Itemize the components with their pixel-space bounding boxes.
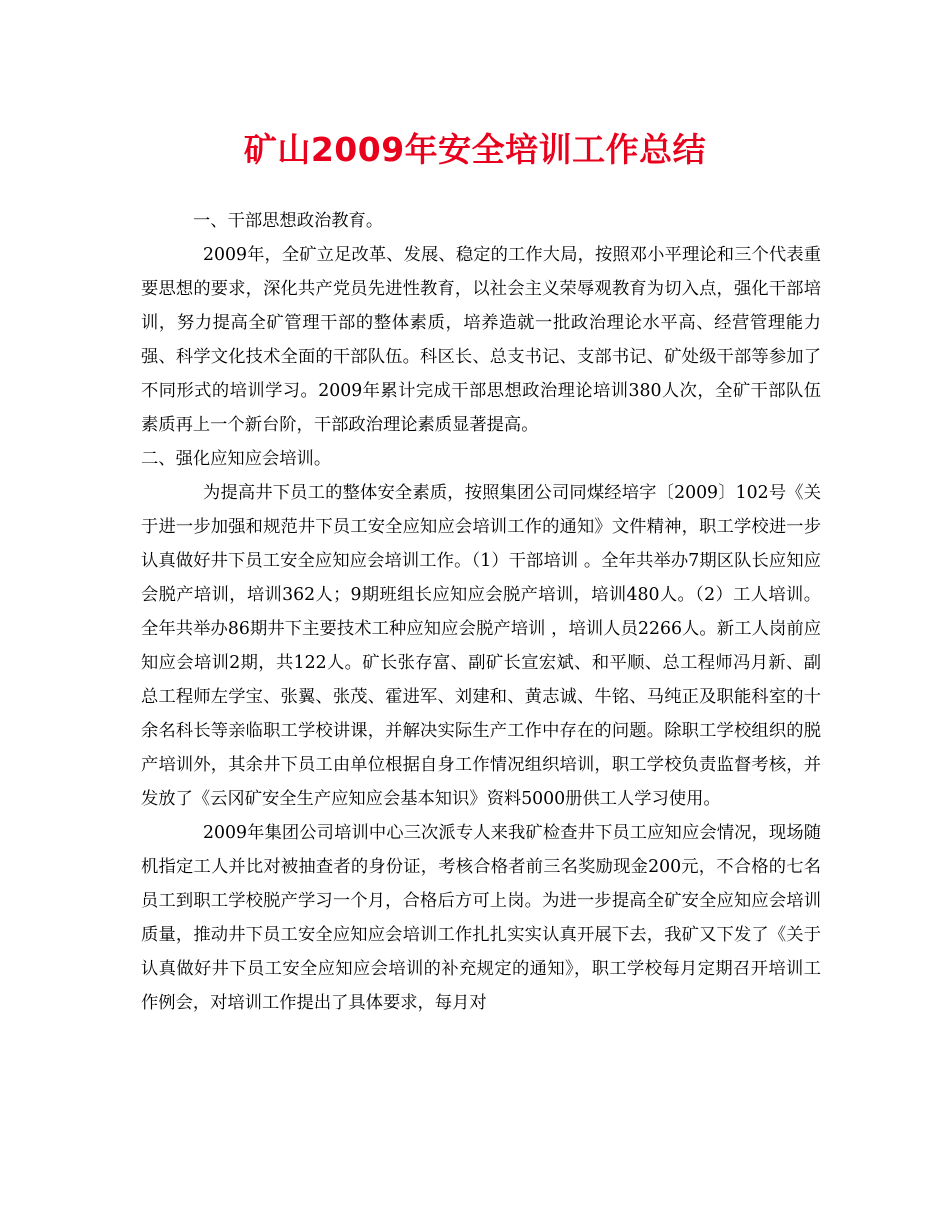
document-title: 矿山2009年安全培训工作总结 <box>243 130 707 169</box>
paragraph-2: 为提高井下员工的整体安全素质，按照集团公司同煤经培字〔2009〕102号《关于进一步加强和规范井下员工安全应知应会培训工作的通知》文件精神，职工学校进一步认真做好井下员工安全应知应会培训工作。（1）干部培训 。全年共举办7期区队长应知应会脱产培训，培训362人；9期班组长应知应会脱产培训，培训480人。（2）工人培训。全年共举办86期井下主要技术工种应知应会脱产培训 ，培训人员2266人。新工人岗前应知应会培训2期，共122人。矿长张存富、副矿长宣宏斌、和平顺、总工程师冯月新、副总工程师左学宝、张翼、张茂、霍进军、刘建和、黄志诚、牛铭、马纯正及职能科室的十余名科长等亲临职工学校讲课，并解决实际生产工作中存在的问题。除职工学校组织的脱产培训外，其余井下员工由单位根据自身工作情况组织培训，职工学校负责监督考核，并发放了《云冈矿安全生产应知应会基本知识》资料5000册供工人学习使用。 <box>141 483 821 809</box>
section-heading-2: 二、强化应知应会培训。 <box>141 449 332 469</box>
document-body <box>141 204 821 1020</box>
paragraph-1: 2009年，全矿立足改革、发展、稳定的工作大局，按照邓小平理论和三个代表重要思想的要求，深化共产党员先进性教育，以社会主义荣辱观教育为切入点，强化干部培训，努力提高全矿管理干部的整体素质，培养造就一批政治理论水平高、经营管理能力强、科学文化技术全面的干部队伍。科区长、总支书记、支部书记、矿处级干部等参加了不同形式的培训学习。2009年累计完成干部思想政治理论培训380人次，全矿干部队伍素质再上一个新台阶，干部政治理论素质显著提高。 <box>141 245 821 435</box>
paragraph-3: 2009年集团公司培训中心三次派专人来我矿检查井下员工应知应会情况，现场随机指定工人并比对被抽查者的身份证，考核合格者前三名奖励现金200元，不合格的七名员工到职工学校脱产学习一个月，合格后方可上岗。为进一步提高全矿安全应知应会培训质量，推动井下员工安全应知应会培训工作扎扎实实认真开展下去，我矿又下发了《关于认真做好井下员工安全应知应会培训的补充规定的通知》，职工学校每月定期召开培训工作例会，对培训工作提出了具体要求，每月对 <box>141 823 821 1013</box>
section-heading-1: 一、干部思想政治教育。 <box>193 211 384 231</box>
